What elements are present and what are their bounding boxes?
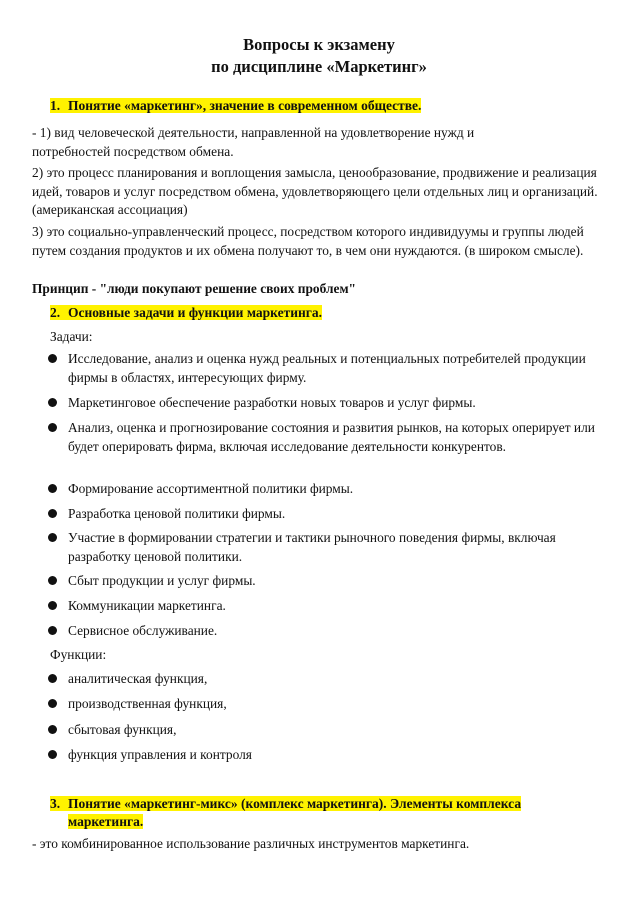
list-item: Формирование ассортиментной политики фирмы. (46, 480, 608, 499)
functions-label: Функции: (50, 647, 107, 662)
list-item: Участие в формировании стратегии и тактики рыночного поведения фирмы, включая разработку ценовой политики. (46, 529, 608, 566)
bullet-icon (48, 354, 57, 363)
bullet-icon (48, 533, 57, 542)
list-item: Сбыт продукции и услуг фирмы. (46, 572, 608, 591)
section2-heading (50, 303, 322, 322)
bullet-icon (48, 750, 57, 759)
section1-number: 1. (50, 98, 61, 113)
list-item: сбытовая функция, (46, 721, 608, 740)
section3-heading-line1: Понятие «маркетинг-микс» (комплекс маркетинга). Элементы комплекса (68, 796, 522, 811)
section3-heading-line2: маркетинга. (68, 814, 144, 829)
bullet-icon (48, 626, 57, 635)
doc-title-line1: Вопросы к экзамену (243, 35, 395, 54)
section1-definition-3: 3) это социально-управленческий процесс, посредством которого индивидуумы и группы людей путем создания продуктов и их обмена получают то, в чем они нуждаются. (в широком смысле). (32, 224, 584, 258)
section2-number: 2. (50, 305, 61, 320)
list-item: Разработка ценовой политики фирмы. (46, 505, 608, 524)
list-item: производственная функция, (46, 695, 608, 714)
bullet-icon (48, 725, 57, 734)
section1-heading-text: Понятие «маркетинг», значение в современном обществе. (68, 98, 422, 113)
bullet-icon (48, 699, 57, 708)
bullet-icon (48, 423, 57, 432)
list-item: Маркетинговое обеспечение разработки новых товаров и услуг фирмы. (46, 394, 608, 413)
bullet-icon (48, 398, 57, 407)
section1-heading (50, 96, 421, 115)
bullet-icon (48, 576, 57, 585)
tasks-label: Задачи: (50, 329, 93, 344)
section3-number: 3. (50, 796, 61, 811)
section3-heading (50, 794, 590, 813)
bullet-icon (48, 674, 57, 683)
section2-heading-text: Основные задачи и функции маркетинга. (68, 305, 323, 320)
list-item: Исследование, анализ и оценка нужд реальных и потенциальных потребителей продукции фирмы в областях, интересующих фирму. (46, 350, 608, 387)
section1-definition-1: - 1) вид человеческой деятельности, направленной на удовлетворение нужд и потребностей посредством обмена. (32, 125, 475, 159)
bullet-icon (48, 601, 57, 610)
section1-principle: Принцип - "люди покупают решение своих проблем" (32, 281, 356, 296)
list-item: Анализ, оценка и прогнозирование состояния и развития рынков, на которых оперирует или будет оперировать фирма, включая исследование деятельности конкурентов. (46, 419, 608, 456)
section1-definition-2: 2) это процесс планирования и воплощения замысла, ценообразование, продвижение и реализация идей, товаров и услуг посредством обмена, удовлетворяющего цели отдельных лиц и организаций. (американская ассоциация) (32, 165, 598, 217)
list-item: Коммуникации маркетинга. (46, 597, 608, 616)
list-item: аналитическая функция, (46, 670, 608, 689)
section3-definition: - это комбинированное использование различных инструментов маркетинга. (32, 836, 470, 851)
section3-heading-cont (68, 812, 143, 831)
bullet-icon (48, 484, 57, 493)
doc-title-line2: по дисциплине «Маркетинг» (211, 57, 427, 76)
bullet-icon (48, 509, 57, 518)
list-item: Сервисное обслуживание. (46, 622, 608, 641)
list-item: функция управления и контроля (46, 746, 608, 765)
